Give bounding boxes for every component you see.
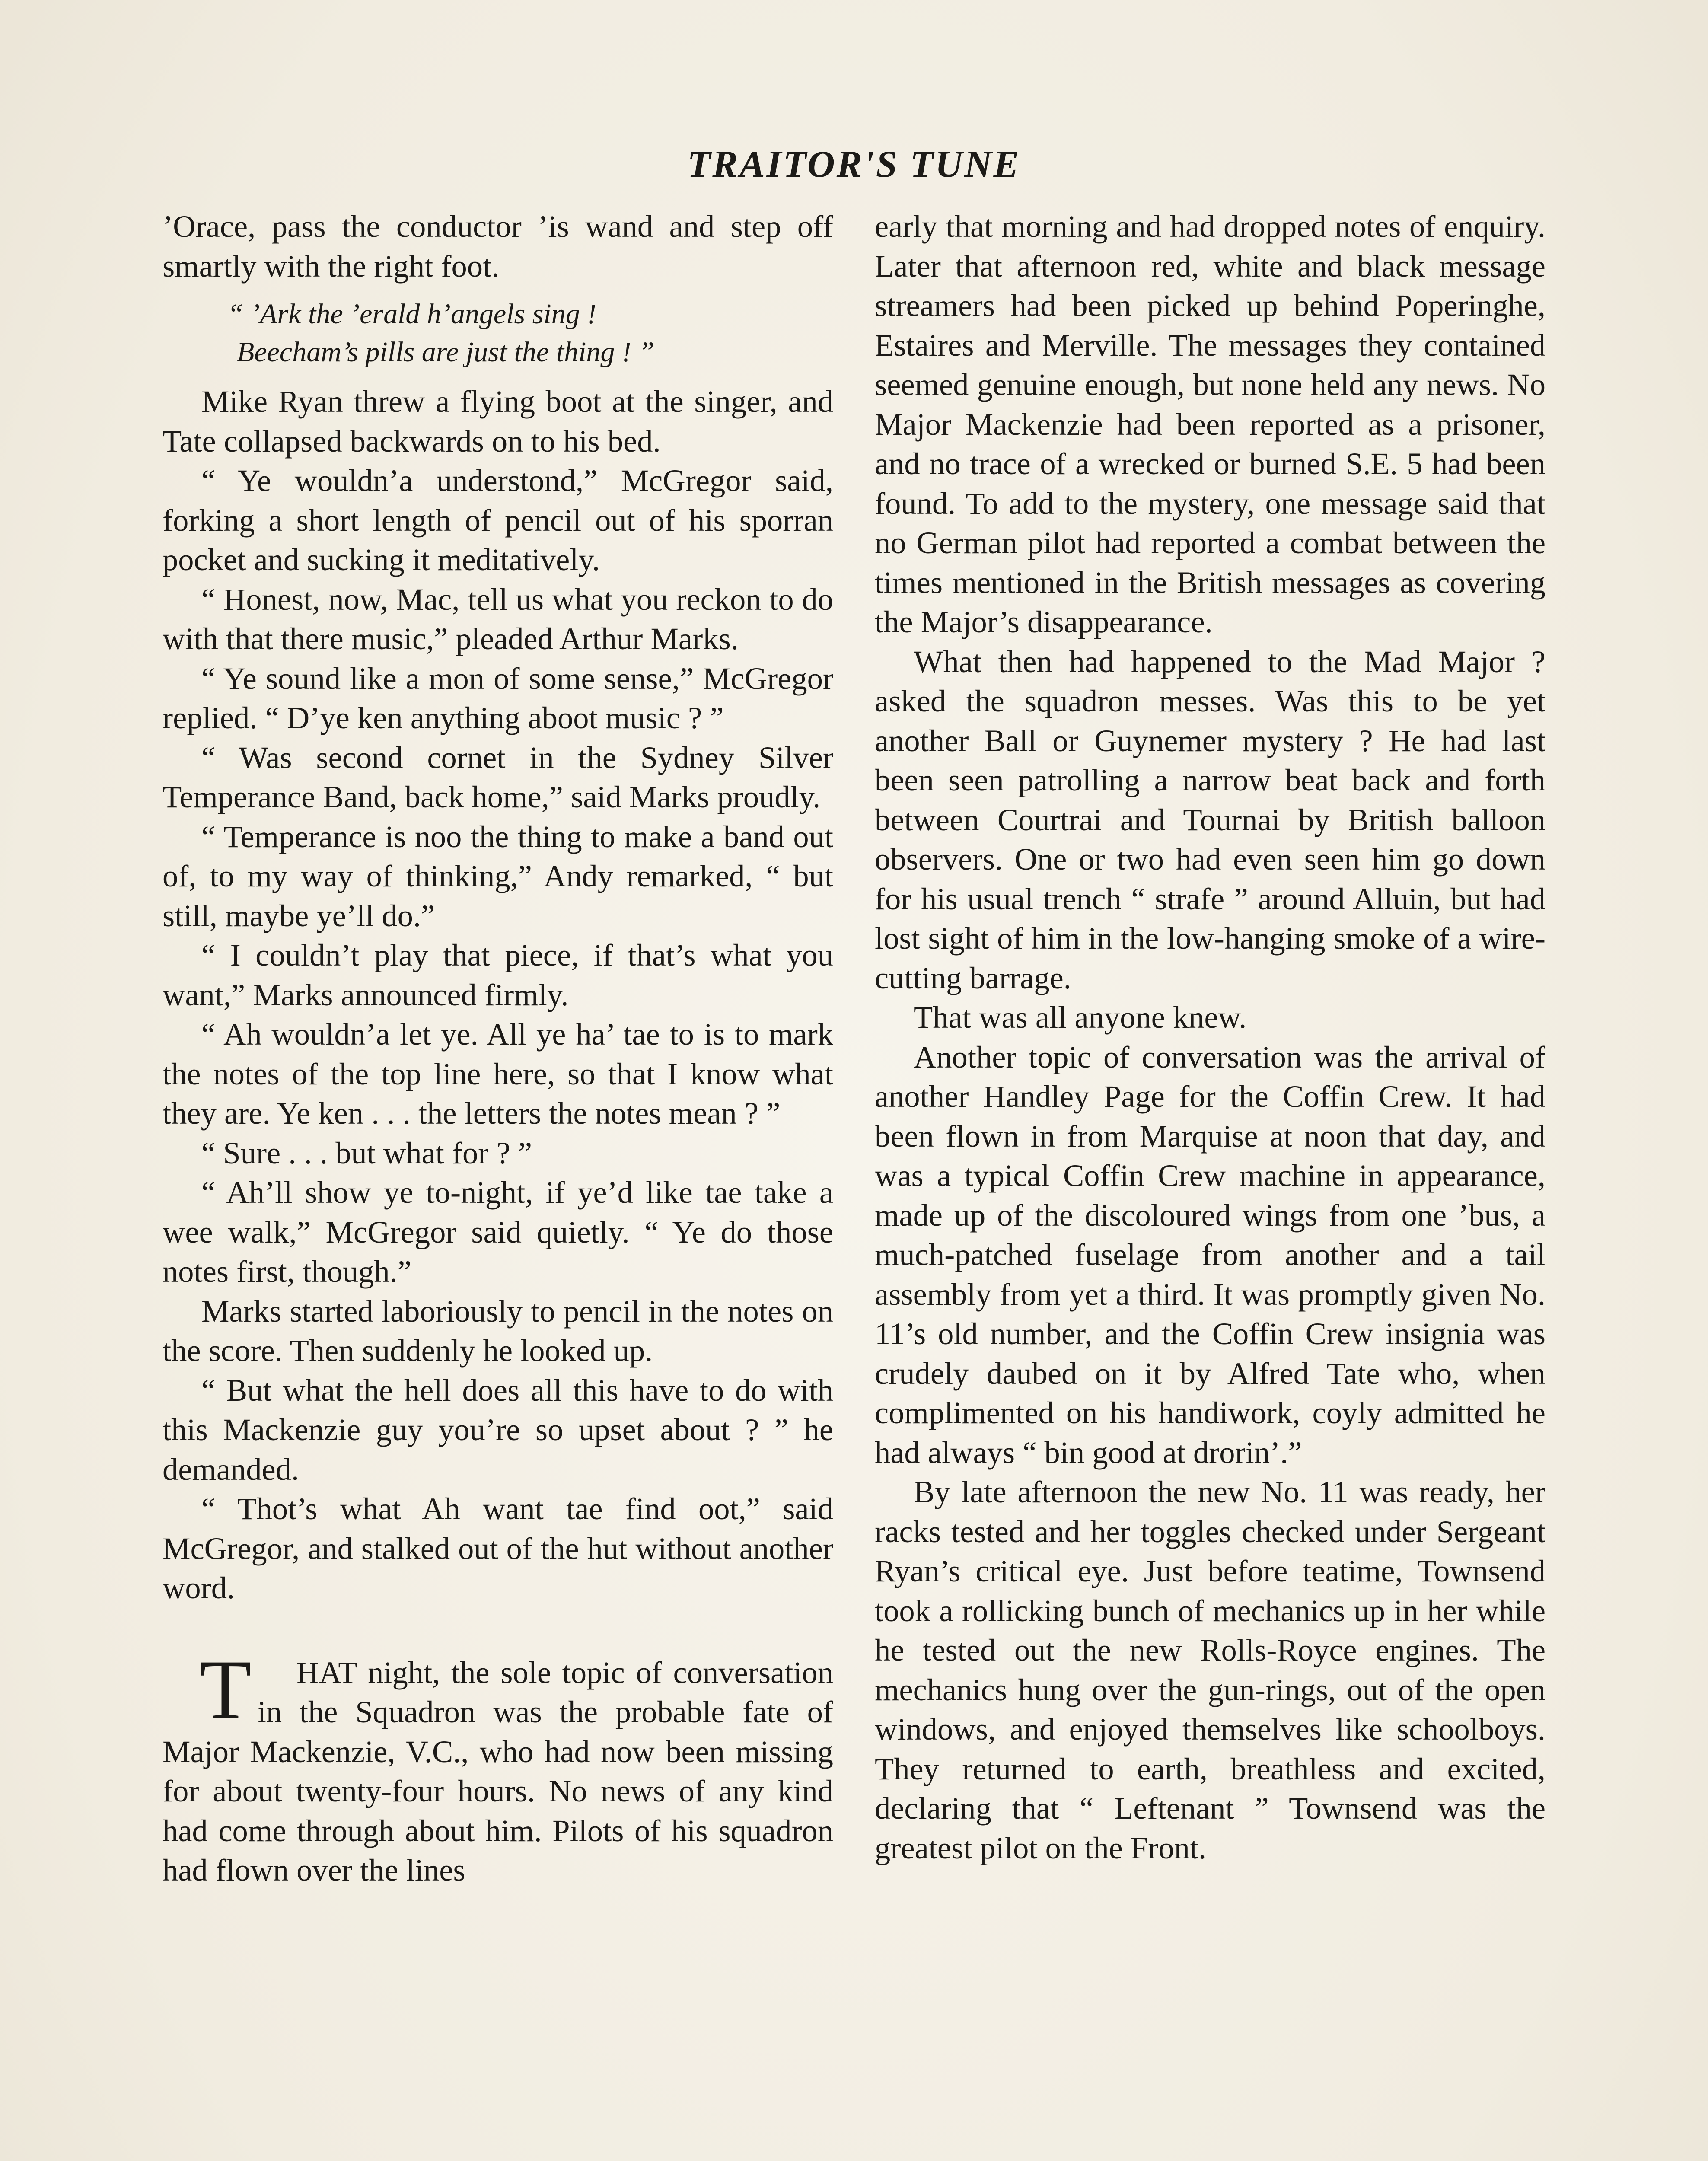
paragraph: “ Was second cornet in the Sydney Silver Temperance Band, back home,” said Marks proudly. [163, 739, 833, 814]
paragraph-text: HAT night, the sole topic of conversation in the Squadron was the probable fate of Major Mackenzie, V.C., who had now been missing for about twenty-four hours. No news of any kind had come through about him. Pilots of his squadron had flown over the lines [163, 1654, 833, 1887]
drop-cap: T [200, 1642, 252, 1737]
paragraph: “ Ah’ll show ye to-night, if ye’d like tae take a wee walk,” McGregor said quietly. “ Ye do those notes first, though.” [163, 1175, 833, 1289]
paragraph: “ I couldn’t play that piece, if that’s what you want,” Marks announced firmly. [163, 937, 833, 1012]
running-title: TRAITOR'S TUNE [687, 143, 1021, 185]
paragraph: By late afternoon the new No. 11 was ready, her racks tested and her toggles checked under Sergeant Ryan’s critical eye. Just before teatime, Townsend took a rollicking bunch of mechanics up in her while he tested out the new Rolls-Royce engines. The mechanics hung over the gun-rings, out of the open windows, and enjoyed themselves like schoolboys. They returned to earth, breathless and excited, declaring that “ Leftenant ” Townsend was the greatest pilot on the Front. [875, 1474, 1545, 1865]
verse-quote [163, 295, 833, 371]
paragraph: Another topic of conversation was the arrival of another Handley Page for the Coffin Crew. It had been flown in from Marquise at noon that day, and was a typical Coffin Crew machine in appearance, made up of the discoloured wings from one ’bus, a much-patched fuselage from another and a tail assembly from yet a third. It was promptly given No. 11’s old number, and the Coffin Crew insignia was crudely daubed on it by Alfred Tate who, when complimented on his handiwork, coyly admitted he had always “ bin good at drorin’.” [875, 1039, 1545, 1470]
paragraph: “ Ye sound like a mon of some sense,” McGregor replied. “ D’ye ken anything aboot music ? ” [163, 660, 833, 735]
paragraph: early that morning and had dropped notes of enquiry. Later that afternoon red, white and black message streamers had been picked up behind Poperinghe, Estaires and Merville. The messages they contained seemed genuine enough, but none held any news. No Major Mackenzie had been reported as a prisoner, and no trace of a wrecked or burned S.E. 5 had been found. To add to the mystery, one message said that no German pilot had reported a combat between the times mentioned in the British messages as covering the Major’s disappearance. [875, 209, 1545, 639]
paragraph: “ Sure . . . but what for ? ” [201, 1135, 532, 1170]
paragraph: What then had happened to the Mad Major ? asked the squadron messes. Was this to be yet another Ball or Guynemer mystery ? He had last been seen patrolling a narrow beat back and forth between Courtrai and Tournai by British balloon observers. One or two had even seen him go down for his usual trench “ strafe ” around Alluin, but had lost sight of him in the low-hanging smoke of a wire-cutting barrage. [875, 644, 1545, 995]
paragraph: “ Honest, now, Mac, tell us what you reckon to do with that there music,” pleaded Arthur Marks. [163, 581, 833, 656]
paragraph: “ Temperance is noo the thing to make a band out of, to my way of thinking,” Andy remarked, “ but still, maybe ye’ll do.” [163, 819, 833, 933]
paragraph: ’Orace, pass the conductor ’is wand and step off smartly with the right foot. [163, 209, 833, 284]
section-break [163, 1608, 833, 1653]
paragraph: Mike Ryan threw a flying boot at the singer, and Tate collapsed backwards on to his bed. [163, 384, 833, 459]
paragraph: “ But what the hell does all this have to do with this Mackenzie guy you’re so upset about ? ” he demanded. [163, 1372, 833, 1487]
paragraph: “ Ah wouldn’a let ye. All ye ha’ tae to is to mark the notes of the top line here, so that I know what they are. Ye ken . . . the letters the notes mean ? ” [163, 1017, 833, 1131]
paragraph: “ Thot’s what Ah want tae find oot,” said McGregor, and stalked out of the hut without another word. [163, 1491, 833, 1605]
section-opening-paragraph [163, 1642, 833, 1890]
verse-line: “ ’Ark the ’erald h’angels sing ! [227, 298, 597, 330]
right-column [875, 207, 1545, 1868]
left-column [163, 207, 833, 1890]
verse-line: Beecham’s pills are just the thing ! ” [237, 336, 655, 368]
paragraph: Marks started laboriously to pencil in the notes on the score. Then suddenly he looked up. [163, 1293, 833, 1368]
paragraph: “ Ye wouldn’a understond,” McGregor said, forking a short length of pencil out of his sporran pocket and sucking it meditatively. [163, 463, 833, 577]
paragraph: That was all anyone knew. [914, 1000, 1247, 1035]
